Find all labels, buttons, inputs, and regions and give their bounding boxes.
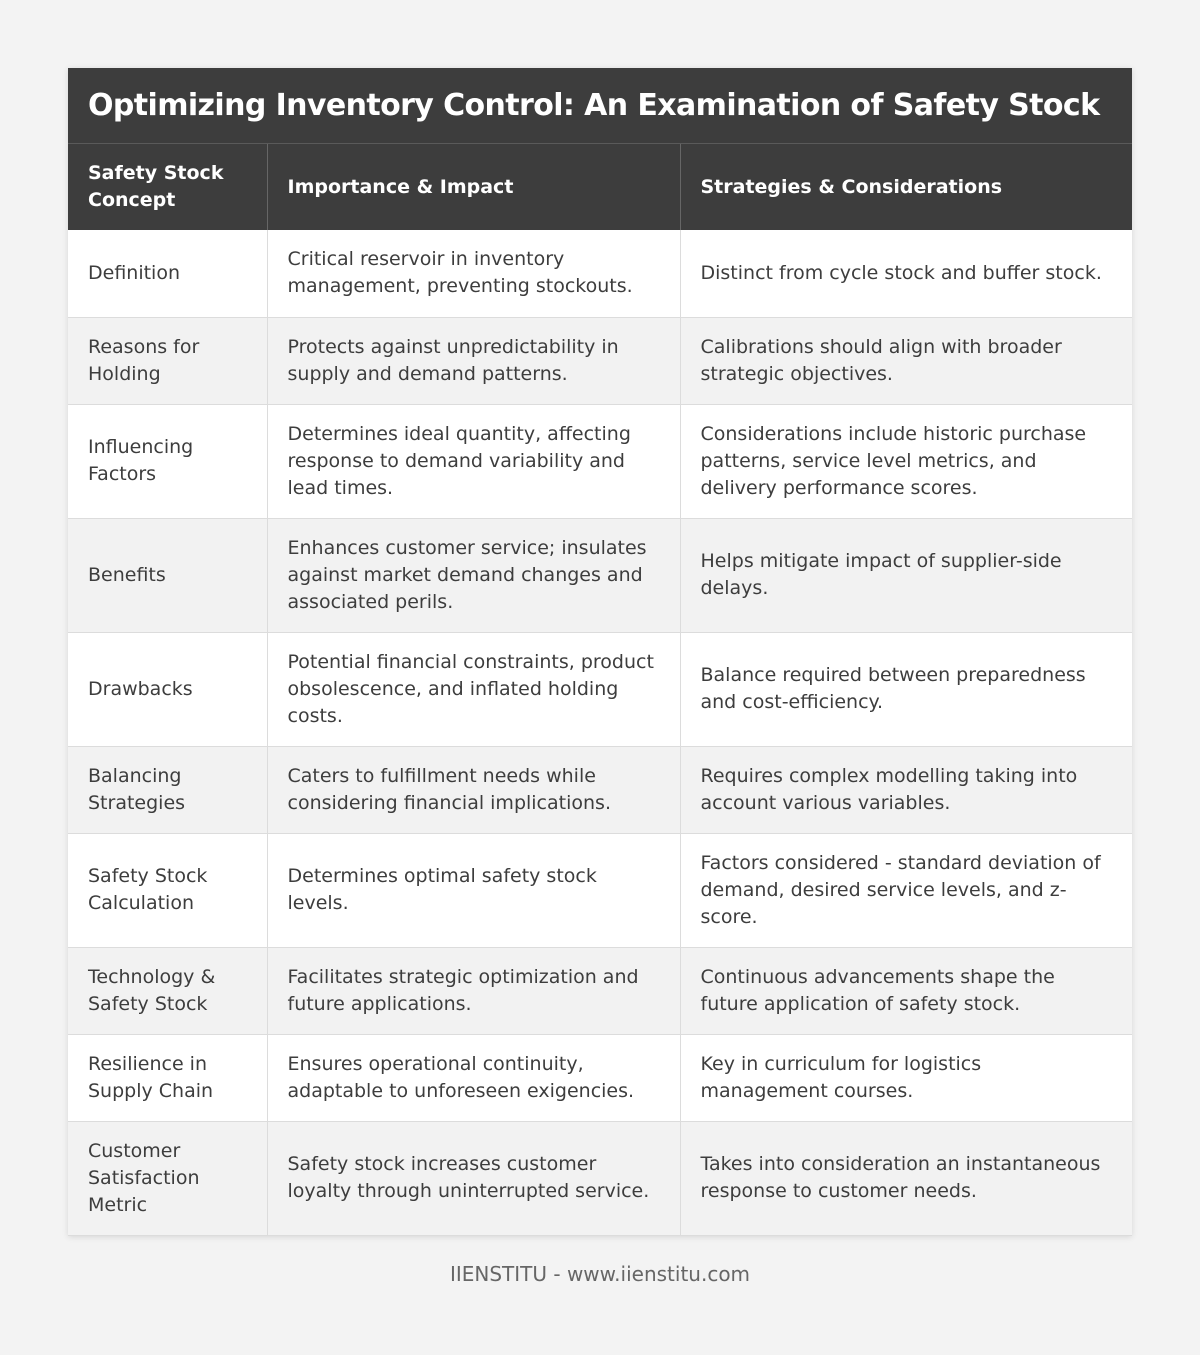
strategies-cell: Takes into consideration an instantaneous response to customer needs. bbox=[680, 1121, 1132, 1235]
importance-cell: Critical reservoir in inventory management, preventing stockouts. bbox=[267, 230, 680, 317]
importance-cell: Potential financial constraints, product obsolescence, and inflated holding costs. bbox=[267, 632, 680, 746]
table-row bbox=[68, 404, 1132, 518]
table-row bbox=[68, 947, 1132, 1034]
strategies-cell: Calibrations should align with broader strategic objectives. bbox=[680, 317, 1132, 404]
importance-cell: Protects against unpredictability in supply and demand patterns. bbox=[267, 317, 680, 404]
table-row bbox=[68, 833, 1132, 947]
concept-cell: Reasons for Holding bbox=[68, 317, 267, 404]
table-card bbox=[68, 68, 1132, 1236]
strategies-cell: Key in curriculum for logistics management courses. bbox=[680, 1034, 1132, 1121]
importance-cell: Determines optimal safety stock levels. bbox=[267, 833, 680, 947]
strategies-cell: Considerations include historic purchase patterns, service level metrics, and delivery performance scores. bbox=[680, 404, 1132, 518]
header-row bbox=[68, 144, 1132, 230]
importance-cell: Ensures operational continuity, adaptable to unforeseen exigencies. bbox=[267, 1034, 680, 1121]
strategies-cell: Helps mitigate impact of supplier-side delays. bbox=[680, 518, 1132, 632]
importance-cell: Determines ideal quantity, affecting response to demand variability and lead times. bbox=[267, 404, 680, 518]
table-row bbox=[68, 518, 1132, 632]
strategies-cell: Continuous advancements shape the future application of safety stock. bbox=[680, 947, 1132, 1034]
safety-stock-table bbox=[68, 144, 1132, 1236]
title-bar bbox=[68, 68, 1132, 144]
importance-cell: Safety stock increases customer loyalty through uninterrupted service. bbox=[267, 1121, 680, 1235]
footer-credit: IIENSTITU - www.iienstitu.com bbox=[449, 1262, 751, 1286]
table-row bbox=[68, 746, 1132, 833]
column-header-concept: Safety Stock Concept bbox=[68, 144, 267, 230]
concept-cell: Benefits bbox=[68, 518, 267, 632]
importance-cell: Caters to fulfillment needs while considering financial implications. bbox=[267, 746, 680, 833]
concept-cell: Drawbacks bbox=[68, 632, 267, 746]
concept-cell: Resilience in Supply Chain bbox=[68, 1034, 267, 1121]
concept-cell: Influencing Factors bbox=[68, 404, 267, 518]
importance-cell: Facilitates strategic optimization and future applications. bbox=[267, 947, 680, 1034]
table-row bbox=[68, 1121, 1132, 1235]
table-row bbox=[68, 1034, 1132, 1121]
table-row bbox=[68, 317, 1132, 404]
strategies-cell: Factors considered - standard deviation of demand, desired service levels, and z-score. bbox=[680, 833, 1132, 947]
table-row bbox=[68, 230, 1132, 317]
concept-cell: Definition bbox=[68, 230, 267, 317]
strategies-cell: Requires complex modelling taking into account various variables. bbox=[680, 746, 1132, 833]
page-title: Optimizing Inventory Control: An Examination of Safety Stock bbox=[88, 88, 1100, 123]
strategies-cell: Balance required between preparedness and cost-efficiency. bbox=[680, 632, 1132, 746]
column-header-importance: Importance & Impact bbox=[267, 144, 680, 230]
concept-cell: Balancing Strategies bbox=[68, 746, 267, 833]
table-row bbox=[68, 632, 1132, 746]
importance-cell: Enhances customer service; insulates against market demand changes and associated perils. bbox=[267, 518, 680, 632]
column-header-strategies: Strategies & Considerations bbox=[680, 144, 1132, 230]
strategies-cell: Distinct from cycle stock and buffer stock. bbox=[680, 230, 1132, 317]
concept-cell: Technology & Safety Stock bbox=[68, 947, 267, 1034]
concept-cell: Safety Stock Calculation bbox=[68, 833, 267, 947]
concept-cell: Customer Satisfaction Metric bbox=[68, 1121, 267, 1235]
